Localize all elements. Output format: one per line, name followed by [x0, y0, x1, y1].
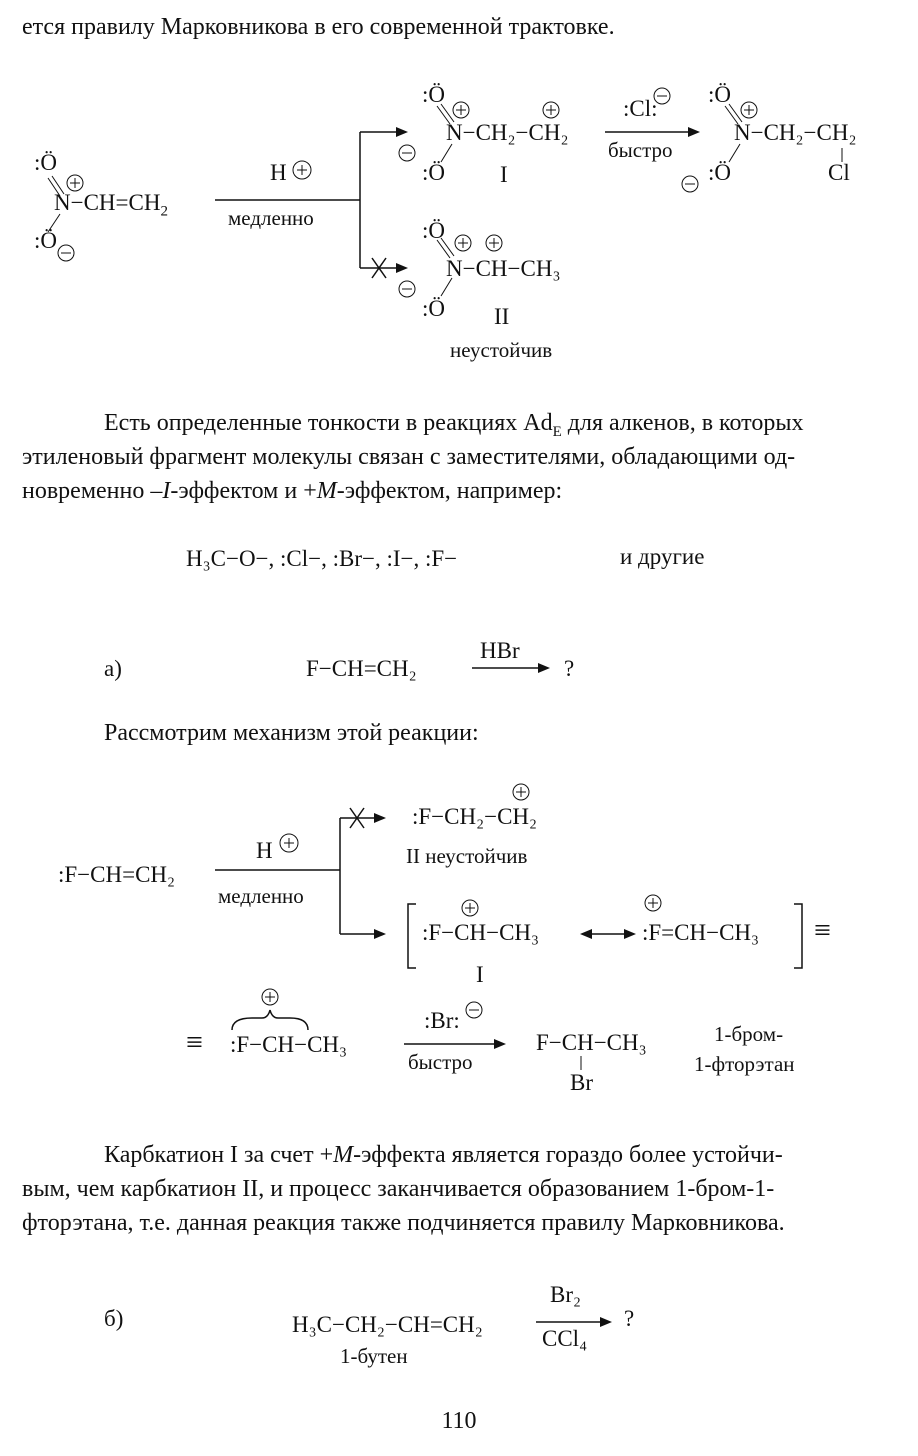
product-br: Br — [570, 1070, 593, 1095]
paragraph1-line2: этиленовый фрагмент молекулы связан с заместителями, обладающими од- — [22, 444, 796, 470]
page-number: 110 — [441, 1408, 477, 1434]
o-atom: :Ö — [422, 218, 445, 243]
o-atom: :Ö — [422, 160, 445, 185]
reactant-formula: $N-CH=CH_2$ — [54, 190, 168, 220]
butene-name: 1-бутен — [340, 1344, 408, 1368]
condition-slow: медленно — [228, 206, 314, 230]
substituents: H₃C−O−, :Cl−, :Br−, :I−, :F− — [186, 546, 458, 571]
product-name-1: 1-бром- — [714, 1022, 784, 1046]
cl-reagent: :Cl: — [623, 96, 658, 121]
hybrid-structure: :F−CH−CH₃ — [230, 1032, 348, 1057]
others-label: и другие — [620, 544, 705, 569]
question-a: ? — [564, 656, 575, 681]
label-ii: II — [494, 304, 510, 329]
condition-fast: быстро — [608, 138, 673, 162]
equation-a: F−CH=CH₂ — [306, 656, 417, 681]
equation-b: H₃C−CH₂−CH=CH₂ — [292, 1312, 483, 1337]
paragraph2-line3: фторэтана, т.е. данная реакция также подчиняется правилу Марковникова. — [22, 1210, 785, 1236]
upper-product: N−CH₂−CH₂ — [446, 120, 569, 145]
unstable-note: неустойчив — [450, 338, 553, 362]
final-cl: Cl — [828, 160, 850, 185]
final-product: N−CH₂−CH₂ — [734, 120, 857, 145]
product-name-2: 1-фторэтан — [694, 1052, 795, 1076]
paragraph1-line1: Есть определенные тонкости в реакциях $Ad_E$ для алкенов, в которых — [104, 410, 804, 440]
reagent-ccl4: CCl₄ — [542, 1326, 588, 1351]
resonance-right: :F=CH−CH₃ — [642, 920, 760, 945]
condition-slow: медленно — [218, 884, 304, 908]
identity-sign: ≡ — [186, 1026, 203, 1059]
intro-text: ется правилу Марковникова в его современной трактовке. — [22, 14, 615, 40]
label-b: б) — [104, 1306, 124, 1331]
unstable-note: II неустойчив — [406, 844, 528, 868]
lower-product: N−CH−CH₃ — [446, 256, 561, 281]
resonance-left: :F−CH−CH₃ — [422, 920, 540, 945]
br-reagent: :Br: — [424, 1008, 460, 1033]
mechanism-intro: Рассмотрим механизм этой реакции: — [104, 720, 479, 746]
condition-fast: быстро — [408, 1050, 473, 1074]
reagent-h: H — [270, 160, 287, 185]
paragraph1-line3: новременно –I-эффектом и +M-эффектом, например: — [22, 478, 563, 504]
label-i: I — [476, 962, 484, 987]
o-atom: :Ö — [708, 160, 731, 185]
paragraph2-line1: Карбкатион I за счет +M-эффекта является гораздо более устойчи- — [104, 1142, 783, 1168]
reagent-h: H — [256, 838, 273, 863]
paragraph2-line2: вым, чем карбкатион II, и процесс заканчивается образованием 1-бром-1- — [22, 1176, 775, 1202]
o-atom: :Ö — [708, 82, 731, 107]
product: F−CH−CH₃ — [536, 1030, 647, 1055]
upper-product: :F−CH₂−CH₂ — [412, 804, 538, 829]
o-atom: :Ö — [34, 228, 57, 253]
reagent-hbr: HBr — [480, 638, 520, 663]
o-atom: :Ö — [422, 82, 445, 107]
o-atom: :Ö — [34, 150, 57, 175]
reagent-br2: Br₂ — [550, 1282, 582, 1307]
reactant-vinyl-fluoride: :F−CH=CH₂ — [58, 862, 176, 887]
o-atom: :Ö — [422, 296, 445, 321]
label-a: а) — [104, 656, 122, 681]
label-i: I — [500, 162, 508, 187]
identity-sign: ≡ — [814, 914, 831, 947]
question-b: ? — [624, 1306, 635, 1331]
